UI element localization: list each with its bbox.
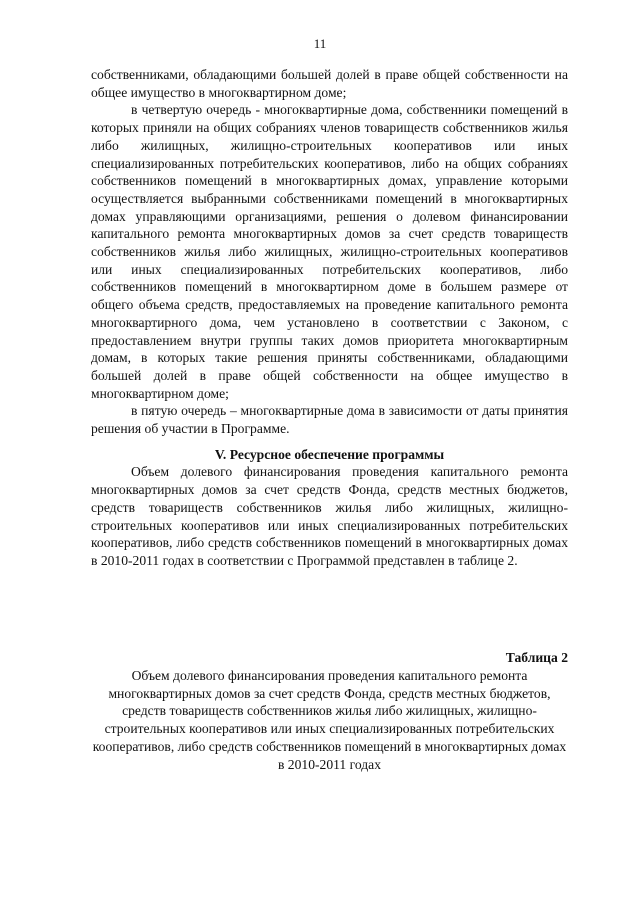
- document-body: [91, 66, 568, 570]
- table-label: Таблица 2: [505, 650, 568, 665]
- table-caption: Объем долевого финансирования проведения капитального ремонта многоквартирных домов за счет средств Фонда, средств местных бюджетов, средств товариществ собственников жилья либо жилищных, жилищно-строительных кооперативов или иных специализированных потребительских кооперативов, либо средств собственников помещений в многоквартирных домах в 2010-2011 годах: [92, 668, 567, 772]
- paragraph-fourth-priority: в четвертую очередь - многоквартирные дома, собственники помещений в которых приняли на общих собраниях членов товариществ собственников жилья либо жилищных, жилищно-строительных кооперативов или иных специализированных потребительских кооперативов, либо на общих собраниях собственников помещений в многоквартирных домах, управление которыми осуществляется выбранными собственниками помещений в многоквартирных домах управляющими организациями, решения о долевом финансировании капитального ремонта многоквартирных домов за счет средств товариществ собственников жилья либо жилищных, жилищно-строительных кооперативов или иных специализированных потребительских кооперативов, либо собственников помещений в многоквартирном доме в большем размере от общего объема средств, предоставляемых на проведение капитального ремонта многоквартирного дома, чем установлено в соответствии с Законом, с предоставлением внутри группы таких домов приоритета многоквартирным домам, в которых такие решения приняты собственниками, обладающими большей долей в праве общей собственности на общее имущество в многоквартирном доме;: [91, 102, 568, 401]
- section-heading: V. Ресурсное обеспечение программы: [214, 446, 445, 462]
- paragraph-continuation: собственниками, обладающими большей долей в праве общей собственности на общее имущество в многоквартирном доме;: [91, 67, 568, 100]
- page-number: 11: [313, 36, 327, 51]
- section-paragraph: Объем долевого финансирования проведения капитального ремонта многоквартирных домов за счет средств Фонда, средств местных бюджетов, средств товариществ собственников жилья либо жилищных, жилищно-строительных кооперативов или иных специализированных потребительских кооперативов, либо средств собственников помещений в многоквартирных домах в 2010-2011 годах в соответствии с Программой представлен в таблице 2.: [91, 464, 568, 568]
- paragraph-fifth-priority: в пятую очередь – многоквартирные дома в зависимости от даты принятия решения об участии в Программе.: [91, 403, 568, 437]
